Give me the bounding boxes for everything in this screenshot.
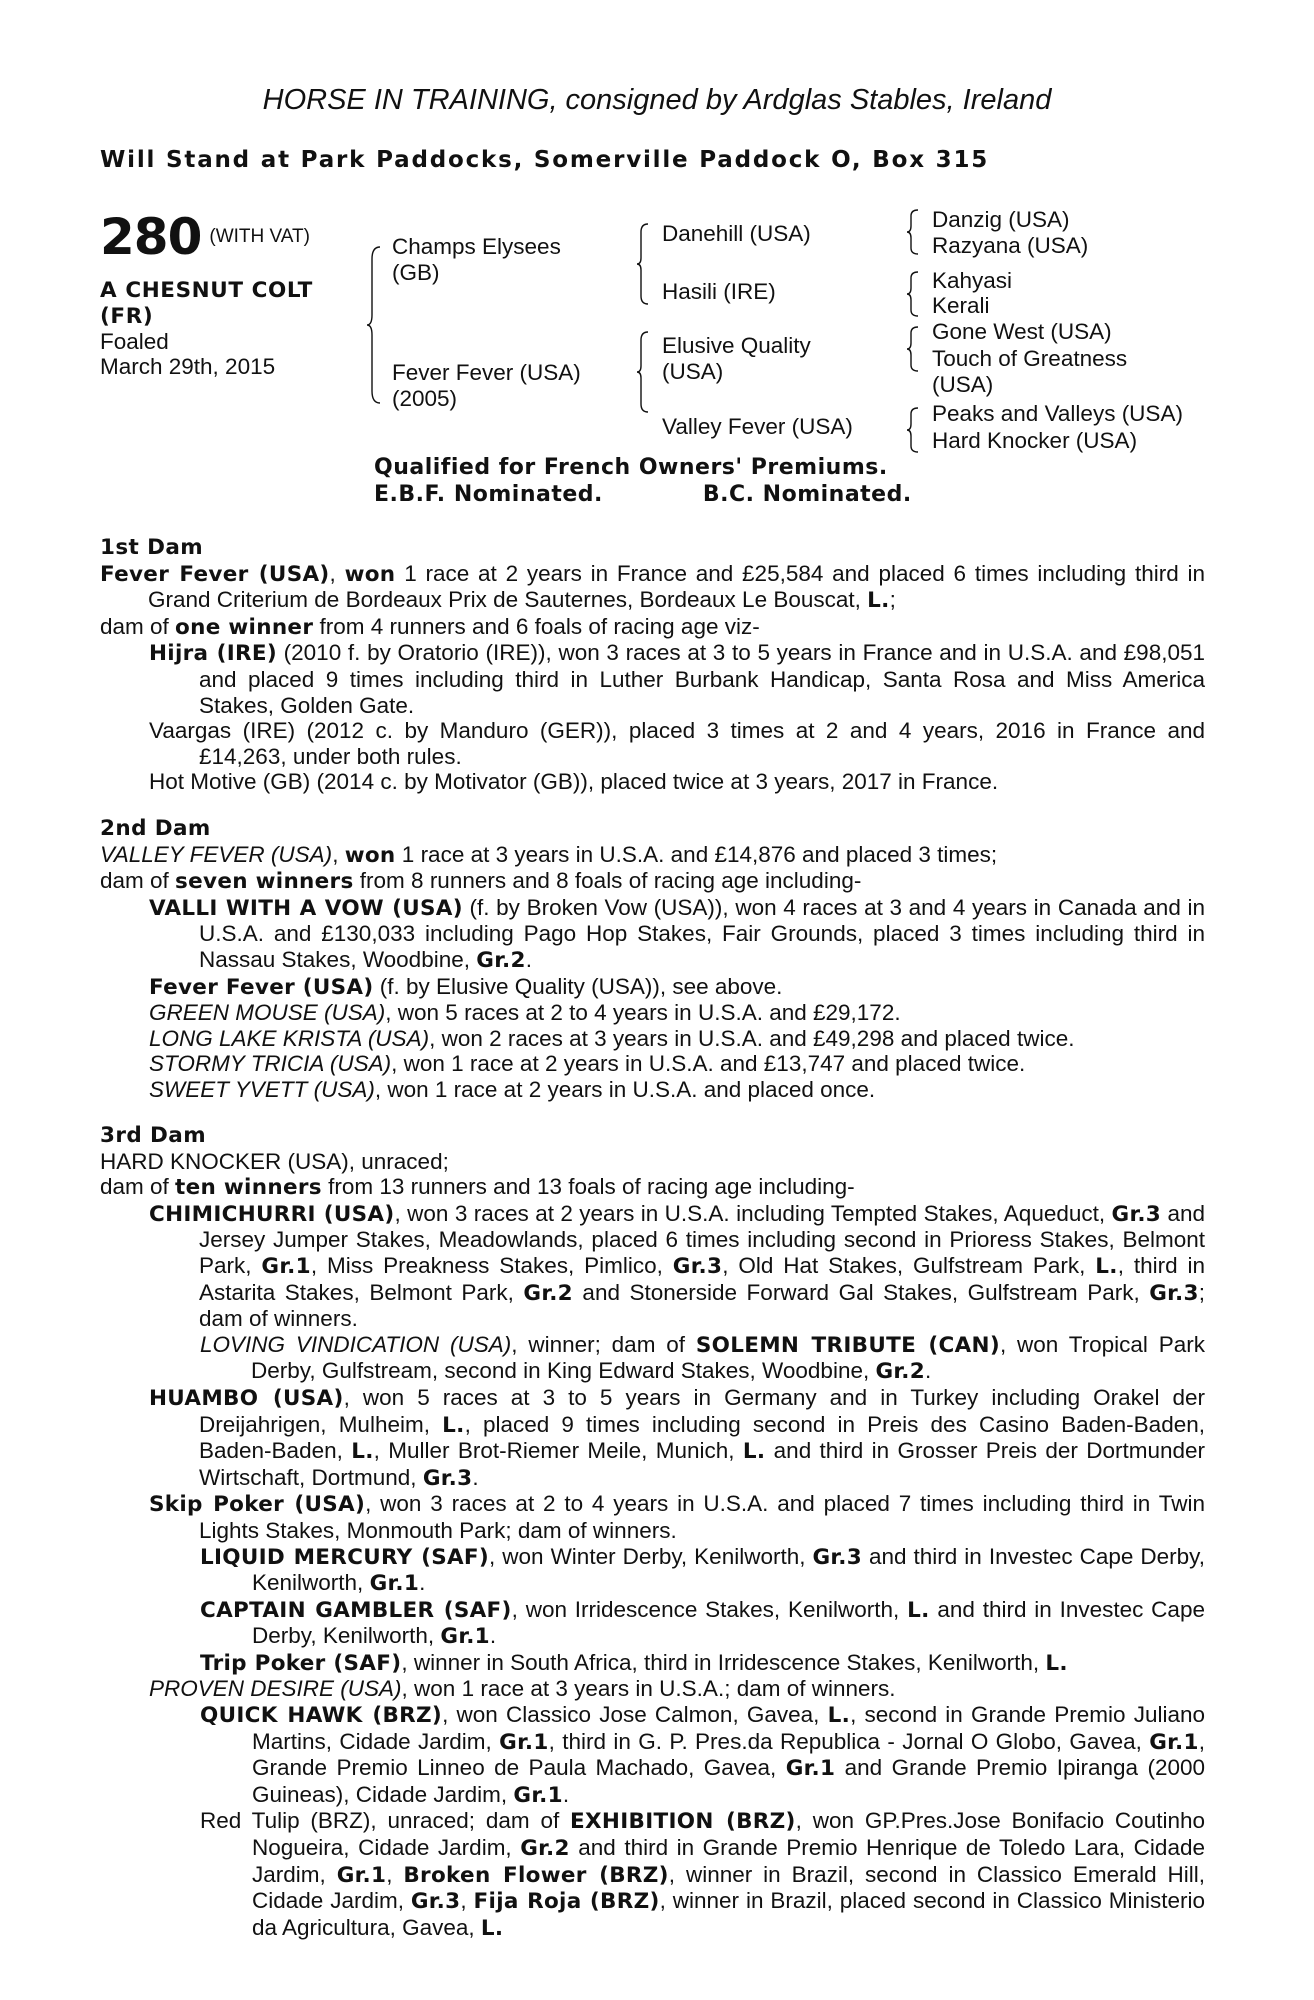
lot-number: 280 xyxy=(100,208,202,266)
t: (2010 f. by Oratorio (IRE)), won 3 races at 3 to 5 years in France and in U.S.A. and £98,051 and placed 9 times including third in Luther Burbank Handicap, Santa Rosa and Miss America Stakes, Golden Gate. xyxy=(199,640,1205,718)
t: , won 3 races at 2 to 4 years in U.S.A. and placed 7 times including third in Twin Lights Stakes, Monmouth Park; dam of winners. xyxy=(199,1491,1205,1543)
t: dam of xyxy=(100,613,176,639)
t: , third in Astarita Stakes, Belmont Park, xyxy=(199,1252,1205,1305)
t: ; dam of winners. xyxy=(199,1279,1205,1332)
french-premiums: Qualified for French Owners' Premiums. xyxy=(374,455,888,480)
vat-note: (WITH VAT) xyxy=(209,226,310,247)
progeny-proven-desire xyxy=(100,1676,1205,1702)
horse-name: PROVEN DESIRE (USA) xyxy=(149,1676,402,1702)
progeny-huambo xyxy=(100,1385,1205,1491)
progeny-chimichurri xyxy=(100,1201,1205,1332)
second-dam-heading: 2nd Dam xyxy=(100,816,211,841)
grade: Gr.1 xyxy=(499,1729,549,1755)
pedigree-brace-dam xyxy=(636,330,650,414)
end: . xyxy=(419,1570,426,1596)
qualifications xyxy=(374,454,912,508)
listed-mark: L. xyxy=(867,588,890,614)
second-dam-produce xyxy=(100,868,1205,895)
sire-name: Champs Elysees xyxy=(392,234,561,259)
t: , won Tropical Park Derby, Gulfstream, second in King Edward Stakes, Woodbine, xyxy=(251,1331,1205,1384)
t: 1 race at 3 years in U.S.A. and £14,876 and placed 3 times; xyxy=(395,841,998,867)
sire-origin: (GB) xyxy=(392,260,440,285)
t: , won 1 race at 2 years in U.S.A. and placed once. xyxy=(374,1076,876,1102)
end: . xyxy=(562,1781,570,1807)
third-dam-section xyxy=(100,1123,1205,1941)
grade: L. xyxy=(1095,1253,1118,1279)
page-title: HORSE IN TRAINING, consigned by Ardglas Stables, Ireland xyxy=(262,84,1052,116)
progeny-quick-hawk xyxy=(100,1702,1205,1808)
t: , won 5 races at 2 to 4 years in U.S.A. and £29,172. xyxy=(385,1000,901,1026)
progeny-stormy xyxy=(100,1051,1205,1077)
pedigree-g3-kahyasi: Kahyasi xyxy=(932,268,1013,293)
third-dam-produce xyxy=(100,1174,1205,1201)
winners-count: one winner xyxy=(175,614,314,640)
grade: Gr.1 xyxy=(513,1782,563,1808)
horse-name: STORMY TRICIA (USA) xyxy=(149,1051,392,1077)
horse-name: Skip Poker (USA) xyxy=(149,1492,366,1518)
first-dam-section xyxy=(100,535,1205,795)
t: , winner in South Africa, third in Irridescence Stakes, Kenilworth, xyxy=(401,1649,1046,1675)
t: , Miss Preakness Stakes, Pimlico, xyxy=(310,1252,673,1278)
grade: L. xyxy=(742,1439,766,1465)
winners-count: seven winners xyxy=(175,869,354,895)
horse-name: Broken Flower (BRZ) xyxy=(403,1862,669,1888)
horse-name: LONG LAKE KRISTA (USA) xyxy=(149,1025,430,1051)
t: , xyxy=(386,1861,404,1887)
t: , winner; dam of xyxy=(511,1331,696,1357)
grade: Gr.1 xyxy=(369,1571,420,1597)
t: , won Classico Jose Calmon, Gavea, xyxy=(442,1702,828,1728)
third-dam-heading: 3rd Dam xyxy=(100,1123,206,1148)
grade: Gr.2 xyxy=(476,947,526,973)
sep: , xyxy=(332,841,345,867)
progeny-liquid-mercury xyxy=(100,1544,1205,1597)
grade: Gr.3 xyxy=(1149,1280,1199,1306)
t: dam of xyxy=(100,1174,176,1200)
pedigree-g3-touch xyxy=(932,346,1127,398)
progeny-skip-poker xyxy=(100,1491,1205,1543)
sep: , xyxy=(329,560,345,586)
progeny-long-lake xyxy=(100,1026,1205,1052)
progeny-valli xyxy=(100,895,1205,974)
second-dam-record xyxy=(100,842,1205,869)
won-label: won xyxy=(344,561,396,587)
t: , won Winter Derby, Kenilworth, xyxy=(489,1543,813,1569)
pedigree-g3-kerali: Kerali xyxy=(932,293,990,318)
horse-name: LIQUID MERCURY (SAF) xyxy=(200,1544,490,1570)
grade: L. xyxy=(907,1597,930,1623)
progeny-red-tulip xyxy=(100,1808,1205,1941)
progeny-fever-fever xyxy=(100,974,1205,1001)
t: and third in Investec Cape Derby, Kenilworth, xyxy=(252,1543,1205,1596)
horse-name: EXHIBITION (BRZ) xyxy=(570,1809,796,1835)
grade: Gr.1 xyxy=(261,1253,311,1279)
grade: Gr.3 xyxy=(672,1253,723,1279)
dam-sire-name: Elusive Quality xyxy=(662,333,811,358)
horse-name: VALLI WITH A VOW (USA) xyxy=(149,895,463,921)
t: , second in Grande Premio Juliano Martins, Cidade Jardim, xyxy=(252,1702,1205,1754)
second-dam-section xyxy=(100,816,1205,1103)
progeny-hot-motive: Hot Motive (GB) (2014 c. by Motivator (GB)), placed twice at 3 years, 2017 in France. xyxy=(149,769,999,795)
t: , won 1 race at 3 years in U.S.A.; dam of winners. xyxy=(401,1676,896,1702)
t: from 8 runners and 8 foals of racing age including- xyxy=(353,868,862,894)
pedigree-brace-g3-1 xyxy=(906,208,920,256)
dam-name: Fever Fever (USA) xyxy=(392,360,581,385)
horse-name: Fever Fever (USA) xyxy=(149,974,374,1000)
horse-name: Trip Poker (SAF) xyxy=(200,1650,402,1676)
pedigree-brace-main xyxy=(366,245,382,405)
horse-name: CAPTAIN GAMBLER (SAF) xyxy=(200,1597,512,1623)
t: , won 2 races at 3 years in U.S.A. and £49,298 and placed twice. xyxy=(429,1025,1075,1051)
progeny-vaargas: Vaargas (IRE) (2012 c. by Manduro (GER)), placed 3 times at 2 and 4 years, 2016 in France and £14,263, under both rules. xyxy=(149,718,1205,769)
pedigree-brace-g3-3 xyxy=(906,325,920,373)
grade: L. xyxy=(827,1703,851,1729)
t: , Muller Brot-Riemer Meile, Munich, xyxy=(373,1438,743,1464)
horse-name: SWEET YVETT (USA) xyxy=(149,1076,375,1102)
grade: L. xyxy=(442,1412,465,1438)
t: dam of xyxy=(100,868,176,894)
end: ; xyxy=(889,587,896,613)
t: from 13 runners and 13 foals of racing age including- xyxy=(321,1174,855,1200)
ebf-nominated: E.B.F. Nominated. xyxy=(374,482,603,507)
pedigree-dam-dam: Valley Fever (USA) xyxy=(662,414,853,439)
horse-name: Fija Roja (BRZ) xyxy=(473,1889,660,1915)
won-label: won xyxy=(344,842,396,868)
progeny-hijra xyxy=(100,640,1205,718)
pedigree-g3-hard-knocker: Hard Knocker (USA) xyxy=(932,428,1138,453)
pedigree-brace-g3-2 xyxy=(906,270,920,318)
lot-description xyxy=(100,277,313,379)
pedigree-dam-sire xyxy=(662,333,811,385)
nominations xyxy=(374,481,912,508)
pedigree-g3-gone-west: Gone West (USA) xyxy=(932,319,1112,344)
progeny-captain-gambler xyxy=(100,1597,1205,1650)
end: . xyxy=(525,946,533,972)
pedigree-sire-sire: Danehill (USA) xyxy=(662,221,811,246)
first-dam-heading: 1st Dam xyxy=(100,535,204,560)
pedigree-g3-danzig: Danzig (USA) xyxy=(932,207,1070,232)
grade: Gr.2 xyxy=(875,1359,925,1385)
lot-number-block xyxy=(100,208,310,266)
t: , xyxy=(460,1888,474,1914)
dam-sire-origin: (USA) xyxy=(662,359,724,384)
horse-name: Hijra (IRE) xyxy=(149,641,277,667)
t: , winner in Brazil, second in Classico Emerald Hill, Cidade Jardim, xyxy=(252,1861,1206,1914)
stand-location: Will Stand at Park Paddocks, Somerville Paddock O, Box 315 xyxy=(100,147,990,173)
first-dam-produce xyxy=(100,614,1205,641)
foaled-label: Foaled xyxy=(100,329,169,354)
end: . xyxy=(489,1623,497,1649)
t: and third in Grande Premio Henrique de Toledo Lara, Cidade Jardim, xyxy=(252,1835,1205,1887)
horse-name: VALLEY FEVER (USA) xyxy=(100,841,333,867)
grade: Gr.1 xyxy=(785,1756,836,1782)
t: , won 5 races at 3 to 5 years in Germany and in Turkey including Orakel der Dreijahrigen, Mulheim, xyxy=(199,1384,1205,1437)
horse-name: Fever Fever (USA) xyxy=(100,561,330,587)
pedigree-g3-razyana: Razyana (USA) xyxy=(932,233,1089,258)
t: and Grande Premio Ipiranga (2000 Guineas), Cidade Jardim, xyxy=(252,1755,1205,1807)
t: , won GP.Pres.Jose Bonifacio Coutinho Nogueira, Cidade Jardim, xyxy=(252,1808,1205,1861)
first-dam-record xyxy=(100,561,1205,614)
t: , Old Hat Stakes, Gulfstream Park, xyxy=(722,1252,1096,1278)
foaled-date: March 29th, 2015 xyxy=(100,354,276,379)
third-dam-record: HARD KNOCKER (USA), unraced; xyxy=(100,1148,449,1174)
grade: L. xyxy=(480,1915,504,1941)
progeny-sweet-yvett xyxy=(100,1077,1205,1103)
colt-description: A CHESNUT COLT xyxy=(100,278,313,303)
t: and Jersey Jumper Stakes, Meadowlands, placed 6 times including second in Prioress Stakes, Belmont Park, xyxy=(199,1200,1206,1278)
grade: L. xyxy=(1045,1650,1068,1676)
dam-year: (2005) xyxy=(392,386,458,411)
grade: Gr.1 xyxy=(336,1862,387,1888)
t: , won Irridescence Stakes, Kenilworth, xyxy=(511,1596,908,1622)
t: (f. by Elusive Quality (USA)), see above. xyxy=(373,973,783,999)
touch-name: Touch of Greatness xyxy=(932,346,1128,371)
t: , won 3 races at 2 years in U.S.A. including Tempted Stakes, Aqueduct, xyxy=(394,1200,1112,1226)
grade: Gr.2 xyxy=(523,1280,573,1306)
t: and Stonerside Forward Gal Stakes, Gulfstream Park, xyxy=(572,1279,1150,1305)
pedigree-sire xyxy=(392,234,561,286)
horse-name: QUICK HAWK (BRZ) xyxy=(200,1703,443,1729)
winners-count: ten winners xyxy=(175,1175,322,1201)
grade: Gr.2 xyxy=(520,1836,570,1862)
horse-name: LOVING VINDICATION (USA) xyxy=(200,1331,512,1357)
bc-nominated: B.C. Nominated. xyxy=(702,482,912,507)
horse-name: GREEN MOUSE (USA) xyxy=(149,1000,386,1026)
grade: Gr.3 xyxy=(422,1465,473,1491)
progeny-loving-vindication xyxy=(100,1332,1205,1385)
grade: Gr.3 xyxy=(410,1889,461,1915)
touch-origin: (USA) xyxy=(932,372,994,397)
t: , third in G. P. Pres.da Republica - Jornal O Globo, Gavea, xyxy=(548,1728,1150,1754)
grade: Gr.3 xyxy=(1111,1201,1162,1227)
record-text: 1 race at 2 years in France and £25,584 and placed 6 times including third in Grand Criterium de Bordeaux Prix de Sauternes, Bordeaux Le Bouscat, xyxy=(148,560,1205,613)
pedigree-brace-sire xyxy=(636,222,650,306)
grade: Gr.1 xyxy=(1149,1729,1199,1755)
t: , won 1 race at 2 years in U.S.A. and £13,747 and placed twice. xyxy=(391,1051,1026,1077)
t: (f. by Broken Vow (USA)), won 4 races at 3 and 4 years in Canada and in U.S.A. and £130,033 including Pago Hop Stakes, Fair Grounds, placed 3 times including third in Nassau Stakes, Woodbine, xyxy=(199,894,1205,972)
t: , placed 9 times including second in Preis des Casino Baden-Baden, Baden-Baden, xyxy=(199,1411,1205,1464)
end: . xyxy=(472,1464,479,1490)
pedigree-g3-peaks: Peaks and Valleys (USA) xyxy=(932,401,1183,426)
t: Red Tulip (BRZ), unraced; dam of xyxy=(200,1808,571,1834)
colt-origin: (FR) xyxy=(100,304,154,329)
pedigree-sire-dam: Hasili (IRE) xyxy=(662,279,776,304)
t: from 4 runners and 6 foals of racing age viz- xyxy=(313,613,760,639)
grade: L. xyxy=(351,1439,374,1465)
progeny-green-mouse xyxy=(100,1000,1205,1026)
pedigree-dam xyxy=(392,360,581,412)
t: and third in Investec Cape Derby, Kenilworth, xyxy=(252,1596,1205,1649)
horse-name: CHIMICHURRI (USA) xyxy=(149,1201,395,1227)
t: , Grande Premio Linneo de Paula Machado, Gavea, xyxy=(252,1728,1205,1781)
t: and third in Grosser Preis der Dortmunder Wirtschaft, Dortmund, xyxy=(199,1438,1206,1490)
grade: Gr.3 xyxy=(812,1544,862,1570)
end: . xyxy=(925,1358,932,1384)
progeny-trip-poker xyxy=(100,1650,1205,1677)
horse-name: HUAMBO (USA) xyxy=(149,1385,344,1411)
t: , winner in Brazil, placed second in Classico Ministerio da Agricultura, Gavea, xyxy=(252,1888,1205,1940)
grade: Gr.1 xyxy=(440,1624,490,1650)
horse-name: SOLEMN TRIBUTE (CAN) xyxy=(695,1332,1000,1358)
pedigree-brace-g3-4 xyxy=(906,406,920,454)
